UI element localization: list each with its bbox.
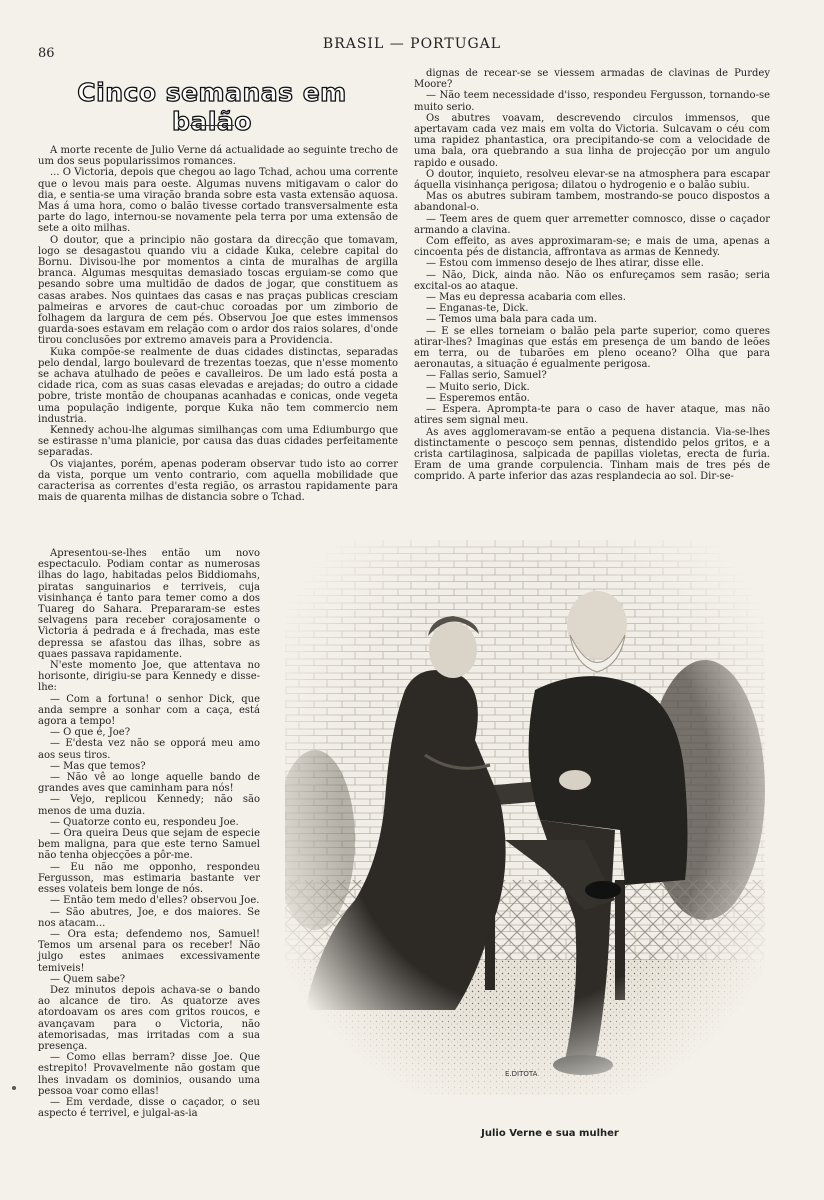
paragraph: — Estou com immenso desejo de lhes atirar, disse elle. — [426, 258, 704, 270]
artist-signature: E.DITOTA — [505, 1070, 538, 1078]
paragraph: O doutor, que a principio não gostara da direcção que tomavam, logo se desagastou quando viu a cidade Kuka, celebre capital do Bornu. Divisou-lhe por momentos a cinta de muralhas de argilla branca. Algumas mesquitas demasiado toscas erguiam-se como que pesando sobre uma multidão de dados de jogar, que constituem as casas arabes. Nos quintaes das casas e nas praças publicas cresciam palmeiras e arvores de caut-chuc coroadas por um zimborio de folhagem da largura de cem pés. Observou Joe que estes immensos guarda-soes estavam em relação com o ardor dos raios solares, d'onde tirou conclusões por extremo amaveis para a Providencia. — [38, 234, 398, 347]
paragraph: — Fallas serio, Samuel? — [426, 370, 547, 382]
paragraph: Kennedy achou-lhe algumas similhanças com uma Ediumburgo que se estirasse n'uma planicie, por causa das duas cidades perfeitamente separadas. — [38, 425, 398, 459]
paragraph: — Mas eu depressa acabaria com elles. — [426, 292, 626, 304]
paragraph: Apresentou-se-lhes então um novo espectaculo. Podiam contar as numerosas ilhas do lago, habitadas pelos Biddiomahs, piratas sanguinarios e terriveis, cuja visinhança é tanto para temer como a dos Tuareg do Sahara. Prepararam-se estes selvagens para receber corajosamente o Victoria á pedrada e á frechada, mas este depressa se afastou das ilhas, sobre as quaes passava rapidamente. — [38, 548, 260, 660]
paragraph: dignas de recear-se se viessem armadas de clavinas de Purdey Moore? — [414, 68, 770, 91]
illustration-caption: Julio Verne e sua mulher — [481, 1128, 619, 1139]
paragraph: — Em verdade, disse o caçador, o seu aspecto é terrivel, e julgal-as-ia — [38, 1096, 260, 1120]
paragraph: — Com a fortuna! o senhor Dick, que anda sempre a sonhar com a caça, está agora a tempo! — [38, 693, 260, 728]
paragraph: — Então tem medo d'elles? observou Joe. — [50, 895, 260, 907]
paragraph: N'este momento Joe, que attentava no horisonte, dirigiu-se para Kennedy e disse-lhe: — [38, 660, 260, 694]
paragraph: — Mas que temos? — [50, 760, 146, 772]
paragraph: — Quatorze conto eu, respondeu Joe. — [50, 816, 239, 828]
paragraph: — Não vê ao longe aquelle bando de grandes aves que caminham para nós! — [38, 772, 260, 795]
paragraph: — Temos uma bala para cada um. — [426, 314, 598, 326]
paragraph: — Ora esta; defendemo nos, Samuel! Temos um arsenal para os receber! Não julgo estes animaes excessivamente temiveis! — [38, 928, 260, 974]
column-right — [414, 68, 770, 483]
paragraph: — Não, Dick, ainda não. Não os enfureçamos sem rasão; seria excital-os ao ataque. — [414, 269, 770, 292]
paragraph: Dez minutos depois achava-se o bando ao alcance de tiro. As quatorze aves atordoavam os ares com gritos roucos, e avançavam para o Victoria, não atemorisadas, mas irritadas com a sua presença. — [38, 984, 260, 1052]
running-head: BRASIL — PORTUGAL — [322, 36, 502, 52]
paragraph: O doutor, inquieto, resolveu elevar-se na atmosphera para escapar áquella visinhança perigosa; dilatou o hydrogenio e o balão subiu. — [414, 168, 770, 192]
paragraph: Os abutres voavam, descrevendo circulos immensos, que apertavam cada vez mais em volta do Victoria. Sulcavam o céu com uma rapidez phantastica, ora precipitando-se com a velocidade de uma bala, ora quebrando a sua linha de projecção por um angulo rapido e ousado. — [414, 112, 770, 169]
paragraph: Os viajantes, porém, apenas poderam observar tudo isto ao correr da vista, porque um vento contrario, com aquella mobilidade que caracterisa as correntes d'esta região, os arrastou rapidamente para mais de quarenta milhas de distancia sobre o Tchad. — [38, 458, 398, 504]
paragraph: As aves agglomeravam-se então a pequena distancia. Via-se-lhes distinctamente o pescoço sem pennas, distendido pelos gritos, e a crista cartilaginosa, salpicada de papillas violetas, erecta de furia. Eram de uma grande corpulencia. Tinham mais de tres pés de comprido. A parte inferior das azas resplandecia ao sol. Dir-se- — [414, 426, 770, 483]
paragraph: — Vejo, replicou Kennedy; não são menos de uma duzia. — [38, 794, 260, 817]
paragraph: — O que é, Joe? — [50, 727, 131, 739]
paragraph: — Como ellas berram? disse Joe. Que estrepito! Provavelmente não gostam que lhes invadam os dominios, ousando uma pessoa voar como ellas! — [38, 1052, 260, 1097]
page-number: 86 — [38, 46, 55, 61]
paragraph: — E se elles torneiam o balão pela parte superior, como queres atirar-lhes? Imaginas que estás em presença de um bando de leões em terra, ou de tubarões em pleno oceano? Olha que para aeronautas, a situação é egualmente perigosa. — [414, 325, 770, 371]
paragraph: — Muito serio, Dick. — [426, 381, 530, 393]
article-title: Cinco semanas em balão — [77, 78, 347, 136]
paragraph: ... O Victoria, depois que chegou ao lago Tchad, achou uma corrente que o levou mais para oeste. Algumas nuvens mitigavam o calor do dia, e sentia-se uma viração branda sobre esta vasta extensão aquosa. Mas á uma hora, como o balão tivesse cortado transversalmente esta parte do lago, internou-se novamente pela terra por uma extensão de sete a oito milhas. — [38, 167, 398, 235]
paragraph: Mas os abutres subiram tambem, mostrando-se pouco dispostos a abandonal-o. — [414, 191, 770, 214]
paragraph: A morte recente de Julio Verne dá actualidade ao seguinte trecho de um dos seus popularissimos romances. — [38, 145, 398, 168]
paragraph: — E'desta vez não se opporá meu amo aos seus tiros. — [38, 738, 260, 761]
paragraph: — Esperemos então. — [426, 392, 530, 404]
paragraph: — Eu não me opponho, respondeu Fergusson, mas estimaria bastante ver esses volateis bem longe de nós. — [38, 861, 260, 896]
paragraph: — Não teem necessidade d'isso, respondeu Fergusson, tornando-se muito serio. — [414, 90, 770, 113]
title-rule — [190, 125, 234, 126]
portrait-engraving — [285, 540, 765, 1095]
column-left-narrow — [38, 548, 260, 1119]
margin-dot — [12, 1086, 16, 1090]
column-left-top — [38, 145, 398, 504]
paragraph: — Espera. Aprompta-te para o caso de haver ataque, mas não atires sem signal meu. — [414, 404, 770, 427]
paragraph: — Quem sabe? — [50, 973, 126, 985]
paragraph: — São abutres, Joe, e dos maiores. Se nos atacam... — [38, 906, 260, 929]
paragraph: — Ora queira Deus que sejam de especie bem maligna, para que este terno Samuel não tenha objecções a pôr-me. — [38, 828, 260, 862]
vignette — [285, 540, 765, 1095]
paragraph: Com effeito, as aves approximaram-se; e mais de uma, apenas a cincoenta pés de distancia, affrontava as armas de Kennedy. — [414, 236, 770, 259]
paragraph: — Enganas-te, Dick. — [426, 303, 529, 315]
paragraph: — Teem ares de quem quer arremetter comnosco, disse o caçador armando a clavina. — [414, 213, 770, 236]
paragraph: Kuka compõe-se realmente de duas cidades distinctas, separadas pelo dendal, largo boulevard de trezentas toezas, que n'esse momento se achava atulhado de peões e cavalleiros. De um lado está posta a cidade rica, com as suas casas elevadas e arejadas; do outro a cidade pobre, triste montão de choupanas acanhadas e conicas, onde vegeta uma população indigente, porque Kuka não tem commercio nem industria. — [38, 346, 398, 425]
